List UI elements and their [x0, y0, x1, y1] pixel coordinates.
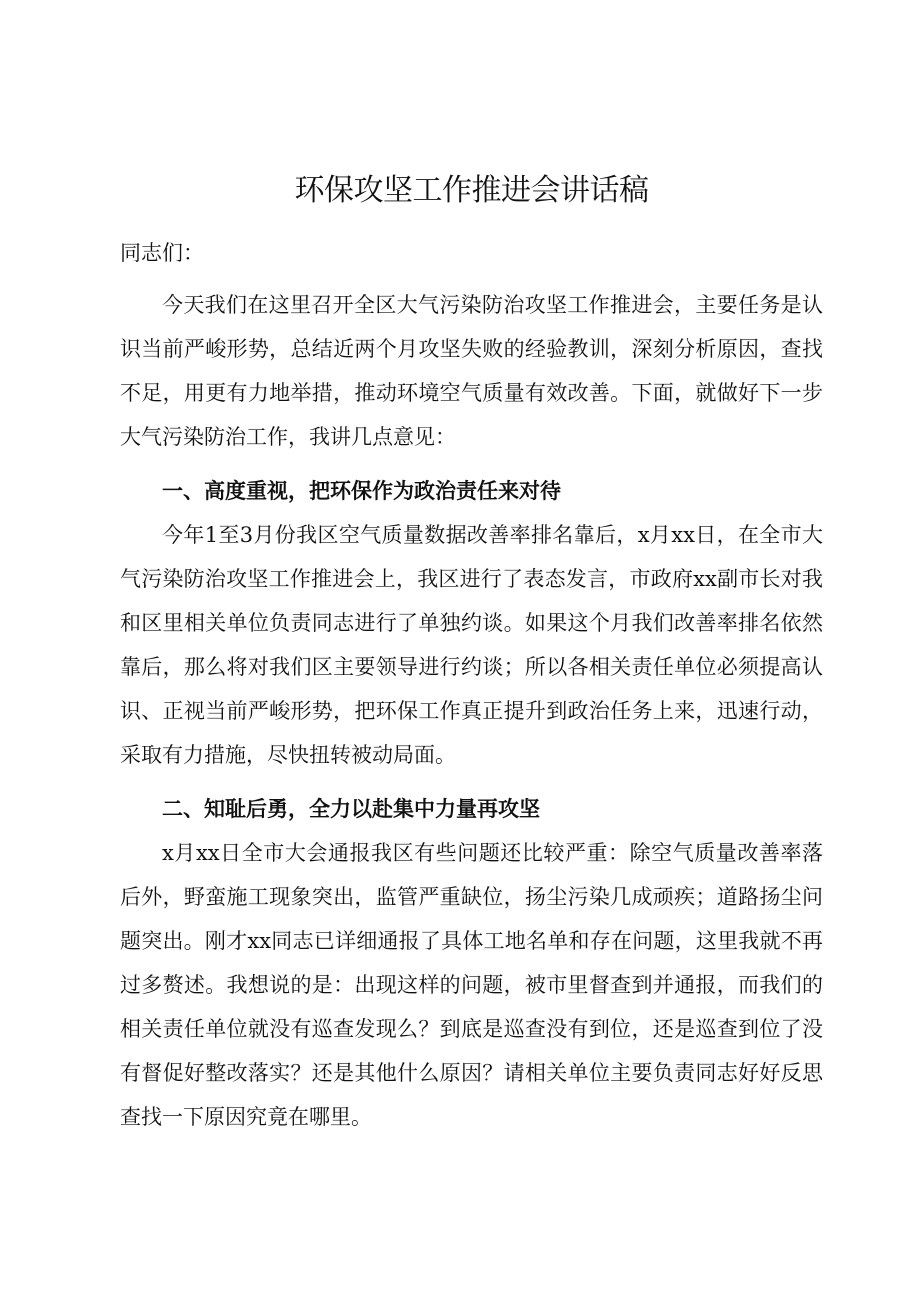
document-title: 环保攻坚工作推进会讲话稿: [294, 173, 649, 208]
section-heading-2: 二、知耻后勇，全力以赴集中力量再攻坚: [162, 797, 540, 821]
greeting: 同志们：: [120, 241, 204, 265]
section-body-2: x月xx日全市大会通报我区有些问题还比较严重：除空气质量改善率落后外，野蛮施工现象突出，监管严重缺位，扬尘污染几成顽疾；道路扬尘问题突出。刚才xx同志已详细通报了具体工地名单和存在问题，这里我就不再过多赘述。我想说的是：出现这样的问题，被市里督查到并通报，而我们的相关责任单位就没有巡查发现么？到底是巡查没有到位，还是巡查到位了没有督促好整改落实？还是其他什么原因？请相关单位主要负责同志好好反思查找一下原因究竟在哪里。: [120, 841, 823, 1129]
section-body-1: 今年1至3月份我区空气质量数据改善率排名靠后，x月xx日，在全市大气污染防治攻坚工作推进会上，我区进行了表态发言，市政府xx副市长对我和区里相关单位负责同志进行了单独约谈。如果这个月我们改善率排名依然靠后，那么将对我们区主要领导进行约谈；所以各相关责任单位必须提高认识、正视当前严峻形势，把环保工作真正提升到政治任务上来，迅速行动，采取有力措施，尽快扭转被动局面。: [120, 523, 823, 767]
intro-paragraph: 今天我们在这里召开全区大气污染防治攻坚工作推进会，主要任务是认识当前严峻形势，总结近两个月攻坚失败的经验教训，深刻分析原因，查找不足，用更有力地举措，推动环境空气质量有效改善。下面，就做好下一步大气污染防治工作，我讲几点意见：: [120, 293, 823, 449]
section-heading-1: 一、高度重视，把环保作为政治责任来对待: [162, 479, 561, 503]
